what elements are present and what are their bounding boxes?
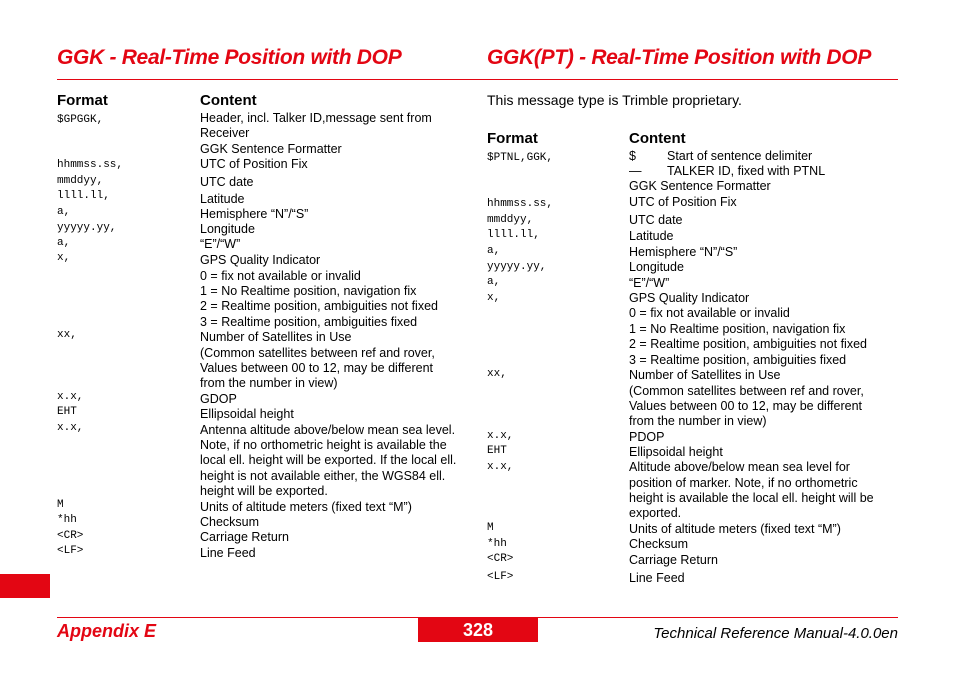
- format-code: xx,: [487, 368, 507, 380]
- content-line: (Common satellites between ref and rover,: [629, 384, 864, 398]
- content-line: Longitude: [629, 260, 684, 274]
- content-line: from the number in view): [200, 376, 338, 390]
- format-code: a,: [57, 237, 71, 249]
- content-line: local ell. height will be exported. If the local ell.: [200, 453, 457, 467]
- format-code: EHT: [57, 406, 77, 418]
- content-line: PDOP: [629, 430, 665, 444]
- format-code: a,: [487, 245, 501, 257]
- content-line: exported.: [629, 506, 682, 520]
- format-code: <CR>: [487, 553, 514, 565]
- content-line: Longitude: [200, 222, 255, 236]
- dollar-symbol: $: [629, 149, 636, 163]
- right-page-title: GGK(PT) - Real-Time Position with DOP: [487, 46, 872, 69]
- format-code: llll.ll,: [487, 229, 540, 241]
- content-line: Checksum: [200, 515, 260, 529]
- format-code: <CR>: [57, 530, 84, 542]
- content-line: 3 = Realtime position, ambiguities fixed: [200, 315, 418, 329]
- format-code: x.x,: [487, 430, 514, 442]
- content-line: Latitude: [200, 192, 245, 206]
- content-line: UTC of Position Fix: [629, 195, 737, 209]
- format-code: a,: [487, 276, 501, 288]
- content-line: height is not available either, the WGS84 ell.: [200, 469, 446, 483]
- content-line: Hemisphere “N”/“S”: [629, 245, 738, 259]
- content-line: Hemisphere “N”/“S”: [200, 207, 309, 221]
- right-content-header: Content: [629, 130, 686, 147]
- format-code: $GPGGK,: [57, 114, 104, 126]
- format-code: <LF>: [57, 545, 84, 557]
- content-line: UTC date: [200, 175, 254, 189]
- format-code: llll.ll,: [57, 190, 110, 202]
- format-code: *hh: [57, 514, 77, 526]
- format-code: mmddyy,: [57, 175, 104, 187]
- format-code: M: [487, 522, 494, 534]
- content-line: 0 = fix not available or invalid: [629, 306, 790, 320]
- content-line: Values between 00 to 12, may be different: [200, 361, 434, 375]
- content-line: UTC date: [629, 213, 683, 227]
- format-code: EHT: [487, 445, 507, 457]
- content-line: 0 = fix not available or invalid: [200, 269, 361, 283]
- content-line: height is available the local ell. height will be: [629, 491, 874, 505]
- content-line: Values between 00 to 12, may be different: [629, 399, 863, 413]
- content-line: GPS Quality Indicator: [629, 291, 750, 305]
- content-line: 1 = No Realtime position, navigation fix: [200, 284, 417, 298]
- content-line: Ellipsoidal height: [629, 445, 723, 459]
- format-code: hhmmss.ss,: [57, 159, 124, 171]
- chapter-tab-marker: [0, 574, 50, 598]
- format-code: xx,: [57, 329, 77, 341]
- content-line: GGK Sentence Formatter: [629, 179, 771, 193]
- footer-manual-title: Technical Reference Manual-4.0.0en: [653, 625, 898, 642]
- content-line: from the number in view): [629, 414, 767, 428]
- content-line: 3 = Realtime position, ambiguities fixed: [629, 353, 847, 367]
- content-line: Checksum: [629, 537, 689, 551]
- content-line: Carriage Return: [200, 530, 289, 544]
- format-code: x.x,: [487, 461, 514, 473]
- content-line: 2 = Realtime position, ambiguities not fixed: [200, 299, 438, 313]
- format-code: M: [57, 499, 64, 511]
- content-line: Number of Satellites in Use: [200, 330, 352, 344]
- content-line: Antenna altitude above/below mean sea level.: [200, 423, 456, 437]
- format-code: x.x,: [57, 391, 84, 403]
- content-line: GPS Quality Indicator: [200, 253, 321, 267]
- content-line: Units of altitude meters (fixed text “M”): [629, 522, 841, 536]
- format-code: $PTNL,GGK,: [487, 152, 554, 164]
- content-line: 1 = No Realtime position, navigation fix: [629, 322, 846, 336]
- format-code: yyyyy.yy,: [57, 222, 117, 234]
- format-code: x,: [487, 292, 501, 304]
- content-line: Units of altitude meters (fixed text “M”): [200, 500, 412, 514]
- content-line: Latitude: [629, 229, 674, 243]
- format-code: x.x,: [57, 422, 84, 434]
- left-format-header: Format: [57, 92, 108, 109]
- content-line: Line Feed: [200, 546, 256, 560]
- proprietary-note: This message type is Trimble proprietary.: [487, 92, 742, 108]
- content-line: height will be exported.: [200, 484, 328, 498]
- left-page-title: GGK - Real-Time Position with DOP: [57, 46, 402, 69]
- format-code: yyyyy.yy,: [487, 261, 547, 273]
- left-content-header: Content: [200, 92, 257, 109]
- top-divider: [57, 79, 898, 80]
- content-line: Note, if no orthometric height is available the: [200, 438, 447, 452]
- page-number: 328: [418, 618, 538, 642]
- content-line: position of marker. Note, if no orthometric: [629, 476, 858, 490]
- dash-symbol: —: [629, 164, 642, 178]
- format-code: a,: [57, 206, 71, 218]
- content-line: Number of Satellites in Use: [629, 368, 781, 382]
- content-line: Header, incl. Talker ID,message sent from: [200, 111, 432, 125]
- content-line: Line Feed: [629, 571, 685, 585]
- content-line: “E”/“W”: [629, 276, 670, 290]
- format-code: *hh: [487, 538, 507, 550]
- format-code: <LF>: [487, 571, 514, 583]
- content-line: 2 = Realtime position, ambiguities not fixed: [629, 337, 867, 351]
- content-line: UTC of Position Fix: [200, 157, 308, 171]
- content-line: Altitude above/below mean sea level for: [629, 460, 850, 474]
- content-line: (Common satellites between ref and rover,: [200, 346, 435, 360]
- content-line: TALKER ID, fixed with PTNL: [667, 164, 826, 178]
- content-line: GDOP: [200, 392, 237, 406]
- format-code: mmddyy,: [487, 214, 534, 226]
- content-line: Start of sentence delimiter: [667, 149, 813, 163]
- content-line: Receiver: [200, 126, 250, 140]
- content-line: Carriage Return: [629, 553, 718, 567]
- content-line: “E”/“W”: [200, 237, 241, 251]
- right-format-header: Format: [487, 130, 538, 147]
- content-line: GGK Sentence Formatter: [200, 142, 342, 156]
- format-code: x,: [57, 252, 71, 264]
- footer-section-label: Appendix E: [57, 621, 157, 641]
- format-code: hhmmss.ss,: [487, 198, 554, 210]
- content-line: Ellipsoidal height: [200, 407, 294, 421]
